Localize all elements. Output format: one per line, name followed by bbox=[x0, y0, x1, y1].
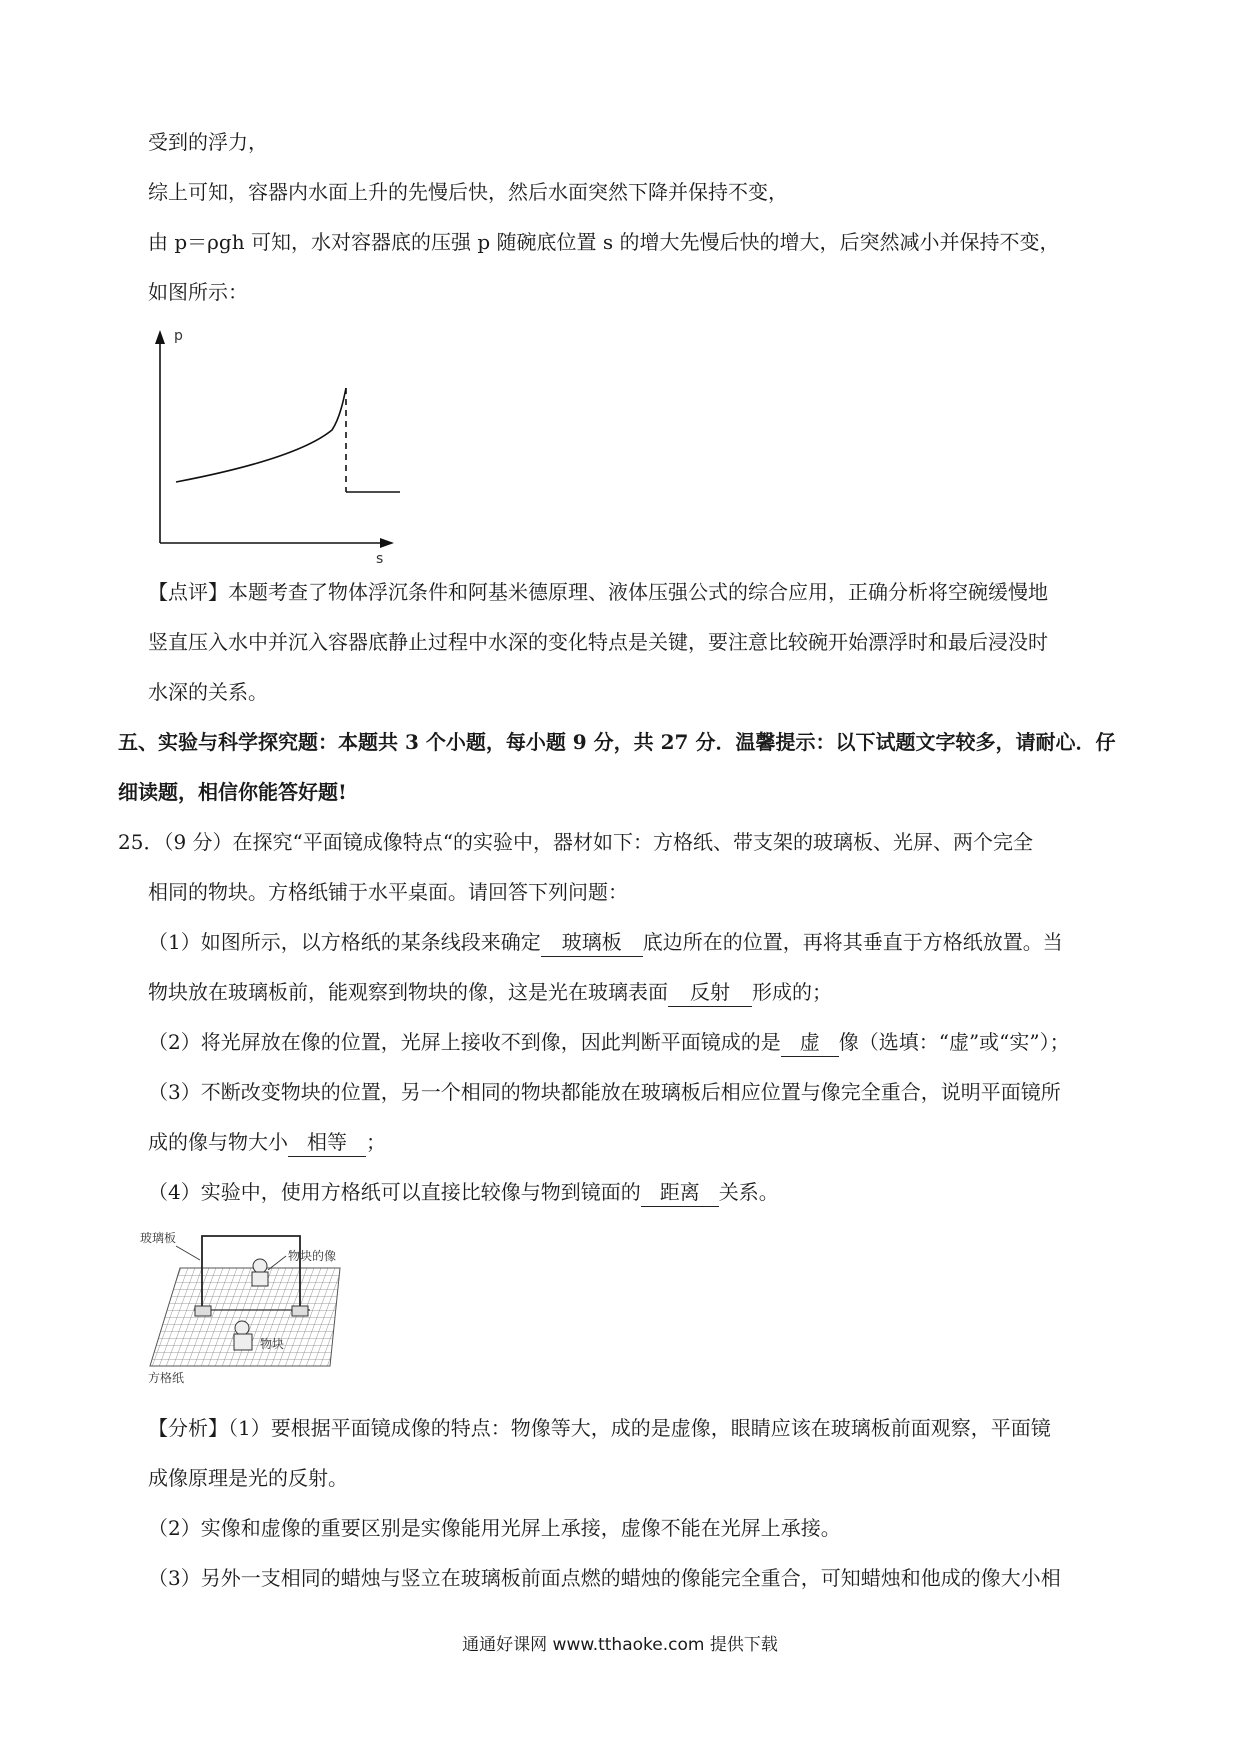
text-span: 成的像与物大小 bbox=[148, 1130, 288, 1154]
text-span: 关系。 bbox=[718, 1180, 779, 1204]
question-stem: 25．（9 分）在探究“平面镜成像特点“的实验中，器材如下：方格纸、带支架的玻璃板、光屏、两个完全 bbox=[118, 830, 1033, 854]
comment-line: 【点评】本题考查了物体浮沉条件和阿基米德原理、液体压强公式的综合应用，正确分析将空碗缓慢地 bbox=[148, 580, 1048, 604]
block-image-head bbox=[253, 1259, 267, 1273]
x-axis-arrow-icon bbox=[380, 538, 394, 548]
grid-paper bbox=[150, 1268, 340, 1366]
x-axis-label: s bbox=[376, 551, 384, 567]
analysis-line: 【分析】（1）要根据平面镜成像的特点：物像等大，成的是虚像，眼睛应该在玻璃板前面观察，平面镜 bbox=[148, 1416, 1051, 1440]
label-glass-plate: 玻璃板 bbox=[140, 1231, 177, 1245]
text-span: （1）如图所示，以方格纸的某条线段来确定 bbox=[148, 930, 541, 954]
answer-blank: 相等 bbox=[288, 1128, 366, 1157]
block-image bbox=[252, 1272, 268, 1286]
analysis-line: （3）另外一支相同的蜡烛与竖立在玻璃板前面点燃的蜡烛的像能完全重合，可知蜡烛和他成的像大小相 bbox=[148, 1566, 1061, 1590]
question-part-3 bbox=[148, 1128, 386, 1157]
stand-left bbox=[195, 1306, 211, 1316]
answer-blank: 反射 bbox=[668, 978, 752, 1007]
label-block-image: 物块的像 bbox=[288, 1249, 337, 1263]
label-grid-paper: 方格纸 bbox=[148, 1371, 185, 1385]
text-line: 如图所示： bbox=[148, 280, 248, 304]
answer-blank: 玻璃板 bbox=[541, 928, 643, 957]
question-part-2 bbox=[148, 1028, 1070, 1057]
answer-blank: 虚 bbox=[781, 1028, 839, 1057]
text-span: 形成的； bbox=[752, 980, 832, 1004]
text-span: 像（选填：“虚”或“实”）； bbox=[838, 1030, 1070, 1054]
block bbox=[234, 1334, 252, 1350]
question-part-1 bbox=[148, 978, 832, 1007]
text-line: 受到的浮力， bbox=[148, 130, 268, 154]
question-part-4 bbox=[148, 1178, 779, 1207]
y-axis-label: p bbox=[174, 328, 183, 344]
text-line: 由 p＝ρgh 可知，水对容器底的压强 p 随碗底位置 s 的增大先慢后快的增大，后突然减小并保持不变， bbox=[148, 230, 1060, 254]
stand-right bbox=[292, 1306, 308, 1316]
section-heading: 细读题，相信你能答好题! bbox=[118, 780, 347, 804]
mirror-experiment-figure bbox=[140, 1226, 400, 1386]
analysis-line: 成像原理是光的反射。 bbox=[148, 1466, 348, 1490]
page-footer: 通通好课网 www.tthaoke.com 提供下载 bbox=[462, 1635, 778, 1655]
text-span: 底边所在的位置，再将其垂直于方格纸放置。当 bbox=[642, 930, 1063, 954]
comment-line: 水深的关系。 bbox=[148, 680, 268, 704]
text-line: 综上可知，容器内水面上升的先慢后快，然后水面突然下降并保持不变， bbox=[148, 180, 788, 204]
pressure-graph bbox=[140, 318, 400, 568]
block-head bbox=[235, 1321, 249, 1335]
section-heading: 五、实验与科学探究题：本题共 3 个小题，每小题 9 分，共 27 分．温馨提示：以下试题文字较多，请耐心．仔 bbox=[118, 730, 1116, 754]
pressure-rising-curve bbox=[176, 388, 346, 482]
text-span: 物块放在玻璃板前，能观察到物块的像，这是光在玻璃表面 bbox=[148, 980, 668, 1004]
question-part-1 bbox=[148, 928, 1063, 957]
label-block: 物块 bbox=[260, 1337, 285, 1351]
answer-blank: 距离 bbox=[641, 1178, 719, 1207]
y-axis-arrow-icon bbox=[155, 330, 165, 344]
text-span: （4）实验中，使用方格纸可以直接比较像与物到镜面的 bbox=[148, 1180, 641, 1204]
leader-line bbox=[176, 1246, 200, 1260]
analysis-line: （2）实像和虚像的重要区别是实像能用光屏上承接，虚像不能在光屏上承接。 bbox=[148, 1516, 841, 1540]
comment-line: 竖直压入水中并沉入容器底静止过程中水深的变化特点是关键，要注意比较碗开始漂浮时和最后浸没时 bbox=[148, 630, 1048, 654]
question-part-3: （3）不断改变物块的位置，另一个相同的物块都能放在玻璃板后相应位置与像完全重合，说明平面镜所 bbox=[148, 1080, 1061, 1104]
question-stem: 相同的物块。方格纸铺于水平桌面。请回答下列问题： bbox=[148, 880, 628, 904]
text-span: ； bbox=[366, 1130, 386, 1154]
text-span: （2）将光屏放在像的位置，光屏上接收不到像，因此判断平面镜成的是 bbox=[148, 1030, 781, 1054]
